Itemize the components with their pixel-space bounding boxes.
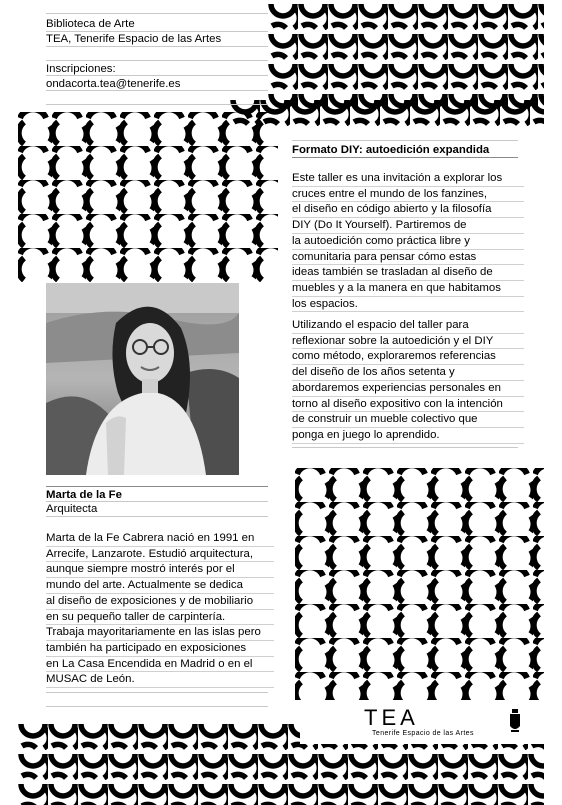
header-line2: TEA, Tenerife Espacio de las Artes (46, 33, 222, 45)
rule (46, 60, 268, 61)
rule (46, 692, 268, 693)
rule (46, 486, 268, 487)
text-line: DIY (Do It Yourself). Partiremos de (292, 218, 524, 234)
text-line: aunque siempre mostró interés por el (46, 562, 274, 578)
bio-role: Arquitecta (46, 503, 98, 515)
text-line: en su pequeño taller de carpintería. (46, 610, 274, 626)
text-line: ponga en juego lo aprendido. (292, 428, 524, 444)
text-line: los espacios. (292, 297, 524, 313)
pattern-middle (230, 96, 544, 130)
inscripciones-label: Inscripciones: (46, 63, 116, 75)
workshop-paragraph-2 (292, 318, 524, 444)
text-line: MUSAC de León. (46, 672, 274, 688)
text-line: también ha participado en exposiciones (46, 641, 274, 657)
pattern-top-right (268, 0, 544, 108)
rule (46, 90, 268, 91)
text-line: cruces entre el mundo de los fanzines, (292, 187, 524, 203)
rule (292, 447, 518, 448)
text-line: Arrecife, Lanzarote. Estudió arquitectura, (46, 547, 274, 563)
text-line: Este taller es una invitación a explorar los (292, 171, 524, 187)
rule (292, 157, 518, 158)
cabildo-crest-icon (508, 708, 522, 739)
pattern-right-middle (295, 468, 544, 700)
tea-logo-subtitle: Tenerife Espacio de las Artes (372, 730, 474, 737)
text-line: del diseño de los años setenta y (292, 365, 524, 381)
rule (46, 706, 268, 707)
text-line: la autoedición como práctica libre y (292, 234, 524, 250)
workshop-paragraph-1 (292, 171, 524, 312)
rule (292, 140, 518, 141)
bio-text (46, 531, 274, 688)
pattern-left (18, 112, 278, 282)
text-line: Trabaja mayoritariamente en las islas pero (46, 625, 274, 641)
bio-name: Marta de la Fe (46, 489, 122, 501)
header-line1: Biblioteca de Arte (46, 18, 135, 30)
text-line: mundo del arte. Actualmente se dedica (46, 578, 274, 594)
portrait-photo (46, 283, 239, 475)
text-line: Utilizando el espacio del taller para (292, 318, 524, 334)
rule (46, 75, 268, 76)
tea-logo: TEA (364, 705, 419, 730)
text-line: torno al diseño expositivo con la intención (292, 397, 524, 413)
rule (46, 516, 268, 517)
text-line: como método, exploraremos referencias (292, 349, 524, 365)
workshop-title: Formato DIY: autoedición expandida (292, 144, 490, 156)
text-line: comunitaria para pensar cómo estas (292, 250, 524, 266)
text-line: al diseño de exposiciones y de mobiliario (46, 594, 274, 610)
text-line: de construir un mueble colectivo que (292, 412, 524, 428)
rule (46, 46, 268, 47)
email-link[interactable]: ondacorta.tea@tenerife.es (46, 78, 181, 90)
text-line: muebles y a la manera en que habitamos (292, 281, 524, 297)
text-line: Marta de la Fe Cabrera nació en 1991 en (46, 531, 274, 547)
rule (46, 13, 268, 14)
text-line: reflexionar sobre la autoedición y el DIY (292, 334, 524, 350)
text-line: en La Casa Encendida en Madrid o en el (46, 657, 274, 673)
text-line: ideas también se trasladan al diseño de (292, 265, 524, 281)
text-line: el diseño en código abierto y la filosofía (292, 202, 524, 218)
rule (46, 104, 268, 105)
text-line: abordaremos experiencias personales en (292, 381, 524, 397)
